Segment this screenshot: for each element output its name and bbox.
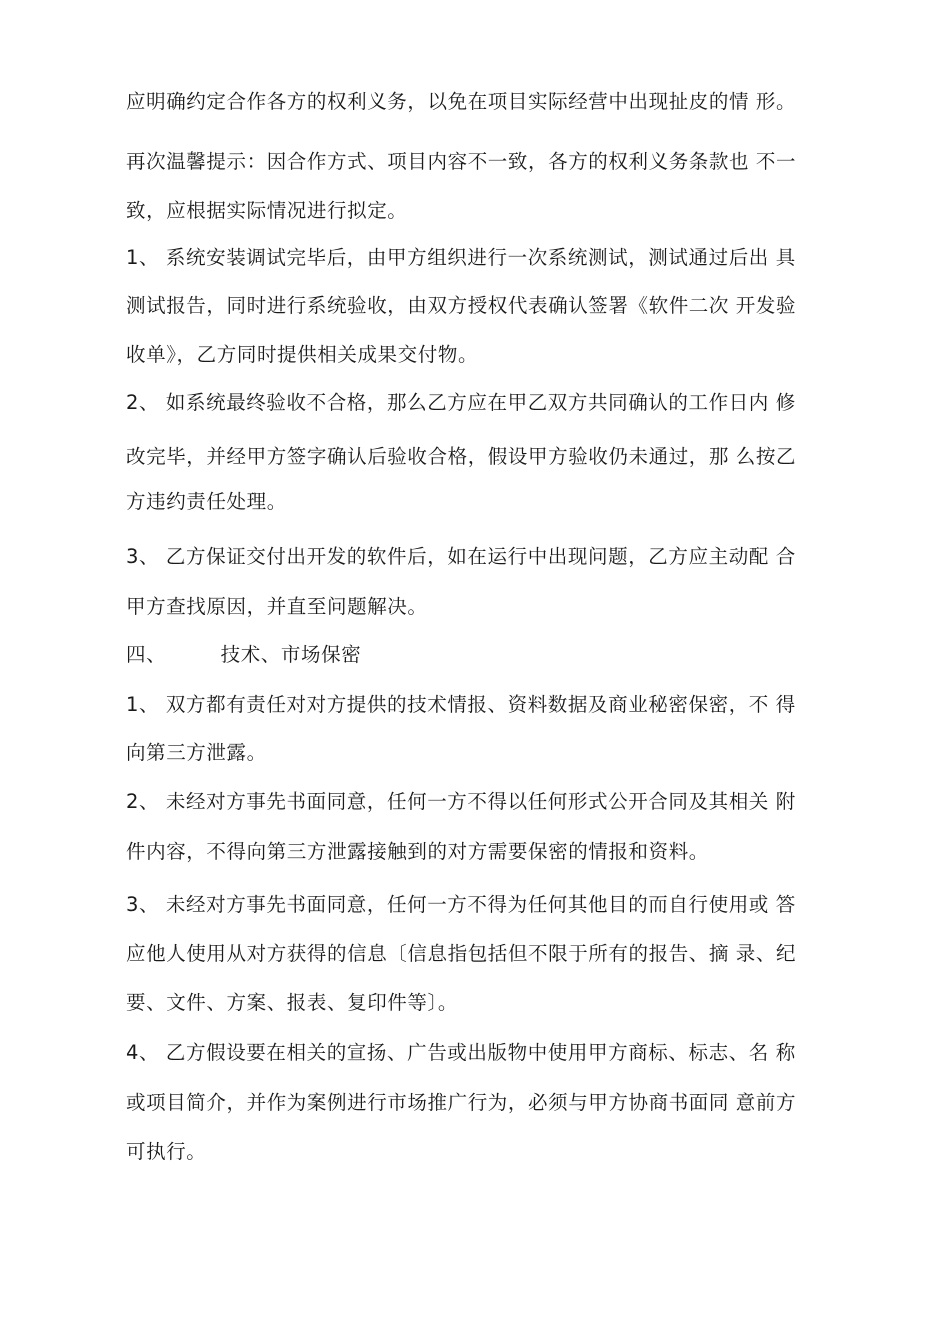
text-line: 3、 乙方保证交付出开发的软件后，如在运行中出现问题，乙方应主动配 合: [126, 545, 796, 568]
text-line: 件内容，不得向第三方泄露接触到的对方需要保密的情报和资料。: [126, 840, 709, 863]
text-line: 测试报告，同时进行系统验收，由双方授权代表确认签署《软件二次 开发验: [126, 294, 797, 317]
text-line: 或项目简介，并作为案例进行市场推广行为，必须与甲方协商书面同 意前方: [126, 1091, 797, 1114]
text-line: 4、 乙方假设要在相关的宣扬、广告或出版物中使用甲方商标、标志、名 称: [126, 1041, 796, 1064]
text-line: 再次温馨提示：因合作方式、项目内容不一致，各方的权利义务条款也 不一: [126, 150, 797, 173]
text-line: 3、 未经对方事先书面同意，任何一方不得为任何其他目的而自行使用或 答: [126, 893, 796, 916]
text-line: 收单》，乙方同时提供相关成果交付物。: [126, 343, 479, 366]
text-line: 2、 如系统最终验收不合格，那么乙方应在甲乙双方共同确认的工作日内 修: [126, 391, 796, 414]
text-line: 致，应根据实际情况进行拟定。: [126, 199, 408, 222]
text-line: 甲方查找原因，并直至问题解决。: [126, 595, 428, 618]
text-line: 改完毕，并经甲方签字确认后验收合格，假设甲方验收仍未通过，那 么按乙: [126, 445, 797, 468]
section-heading: 四、 技术、市场保密: [126, 643, 362, 666]
text-line: 向第三方泄露。: [126, 741, 267, 764]
text-line: 应他人使用从对方获得的信息〔信息指包括但不限于所有的报告、摘 录、纪: [126, 942, 797, 965]
text-line: 方违约责任处理。: [126, 490, 287, 513]
text-line: 1、 系统安装调试完毕后，由甲方组织进行一次系统测试，测试通过后出 具: [126, 246, 796, 269]
text-line: 要、文件、方案、报表、复印件等〕。: [126, 991, 458, 1014]
text-line: 1、 双方都有责任对对方提供的技术情报、资料数据及商业秘密保密，不 得: [126, 693, 796, 716]
text-line: 应明确约定合作各方的权利义务，以免在项目实际经营中出现扯皮的情 形。: [126, 90, 797, 113]
text-line: 可执行。: [126, 1140, 207, 1163]
text-line: 2、 未经对方事先书面同意，任何一方不得以任何形式公开合同及其相关 附: [126, 790, 796, 813]
